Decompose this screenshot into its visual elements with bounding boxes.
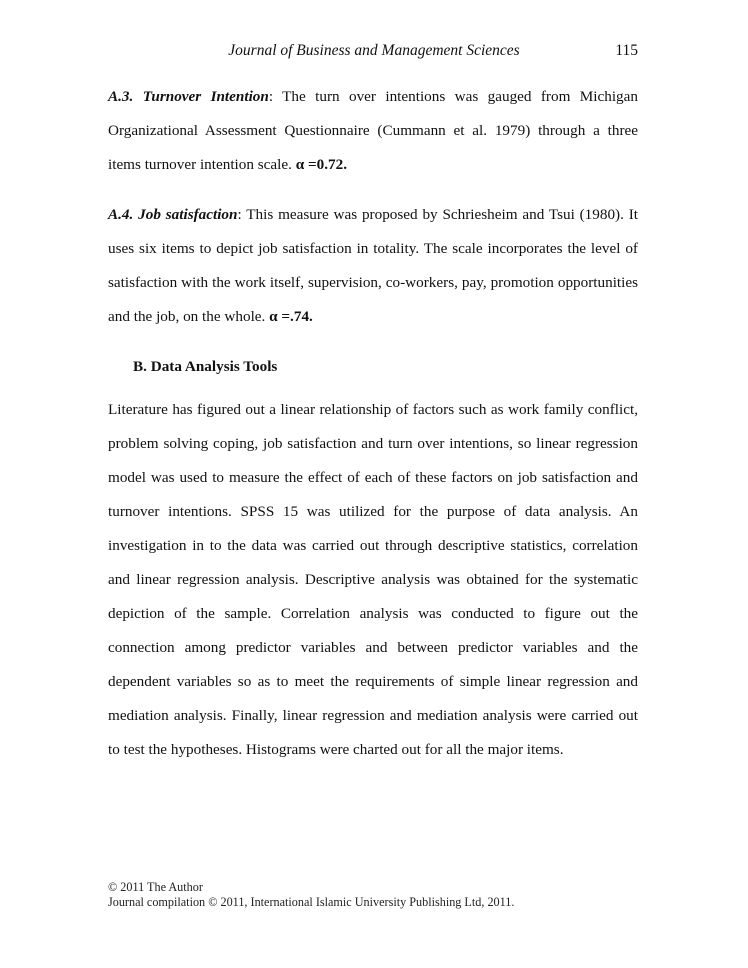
turnover-intention-text: : The turn over intentions was gauged from Michigan Organizational Assessment Questionnaire (Cummann et al. 1979) through a three items turnover intention scale. — [108, 88, 638, 173]
turnover-intention-alpha: α =0.72. — [295, 156, 347, 173]
job-satisfaction-lead: A.4. Job satisfaction — [108, 206, 238, 223]
turnover-intention-lead: A.3. Turnover Intention — [108, 88, 269, 105]
page-number: 115 — [615, 42, 638, 59]
job-satisfaction-paragraph — [108, 198, 638, 334]
page-footer — [108, 880, 514, 910]
footer-compilation: Journal compilation © 2011, International Islamic University Publishing Ltd, 2011. — [108, 895, 515, 909]
job-satisfaction-alpha: α =.74. — [269, 308, 313, 325]
journal-title: Journal of Business and Management Sciences — [228, 42, 520, 59]
turnover-intention-paragraph — [108, 80, 638, 182]
footer-copyright: © 2011 The Author — [108, 880, 203, 894]
job-satisfaction-text: : This measure was proposed by Schriesheim and Tsui (1980). It uses six items to depict job satisfaction in totality. The scale incorporates the level of satisfaction with the work itself, supervision, co-workers, pay, promotion opportunities and the job, on the whole. — [108, 206, 639, 325]
data-analysis-heading: B. Data Analysis Tools — [133, 358, 278, 375]
data-analysis-paragraph: Literature has figured out a linear relationship of factors such as work family conflict, problem solving coping, job satisfaction and turn over intentions, so linear regression model was used to measure the effect of each of these factors on job satisfaction and turnover intentions. SPSS 15 was utilized for the purpose of data analysis. An investigation in to the data was carried out through descriptive statistics, correlation and linear regression analysis. Descriptive analysis was obtained for the systematic depiction of the sample. Correlation analysis was conducted to figure out the connection among predictor variables and between predictor variables and the dependent variables so as to meet the requirements of simple linear regression and mediation analysis. Finally, linear regression and mediation analysis were carried out to test the hypotheses. Histograms were charted out for all the major items. — [108, 401, 638, 758]
